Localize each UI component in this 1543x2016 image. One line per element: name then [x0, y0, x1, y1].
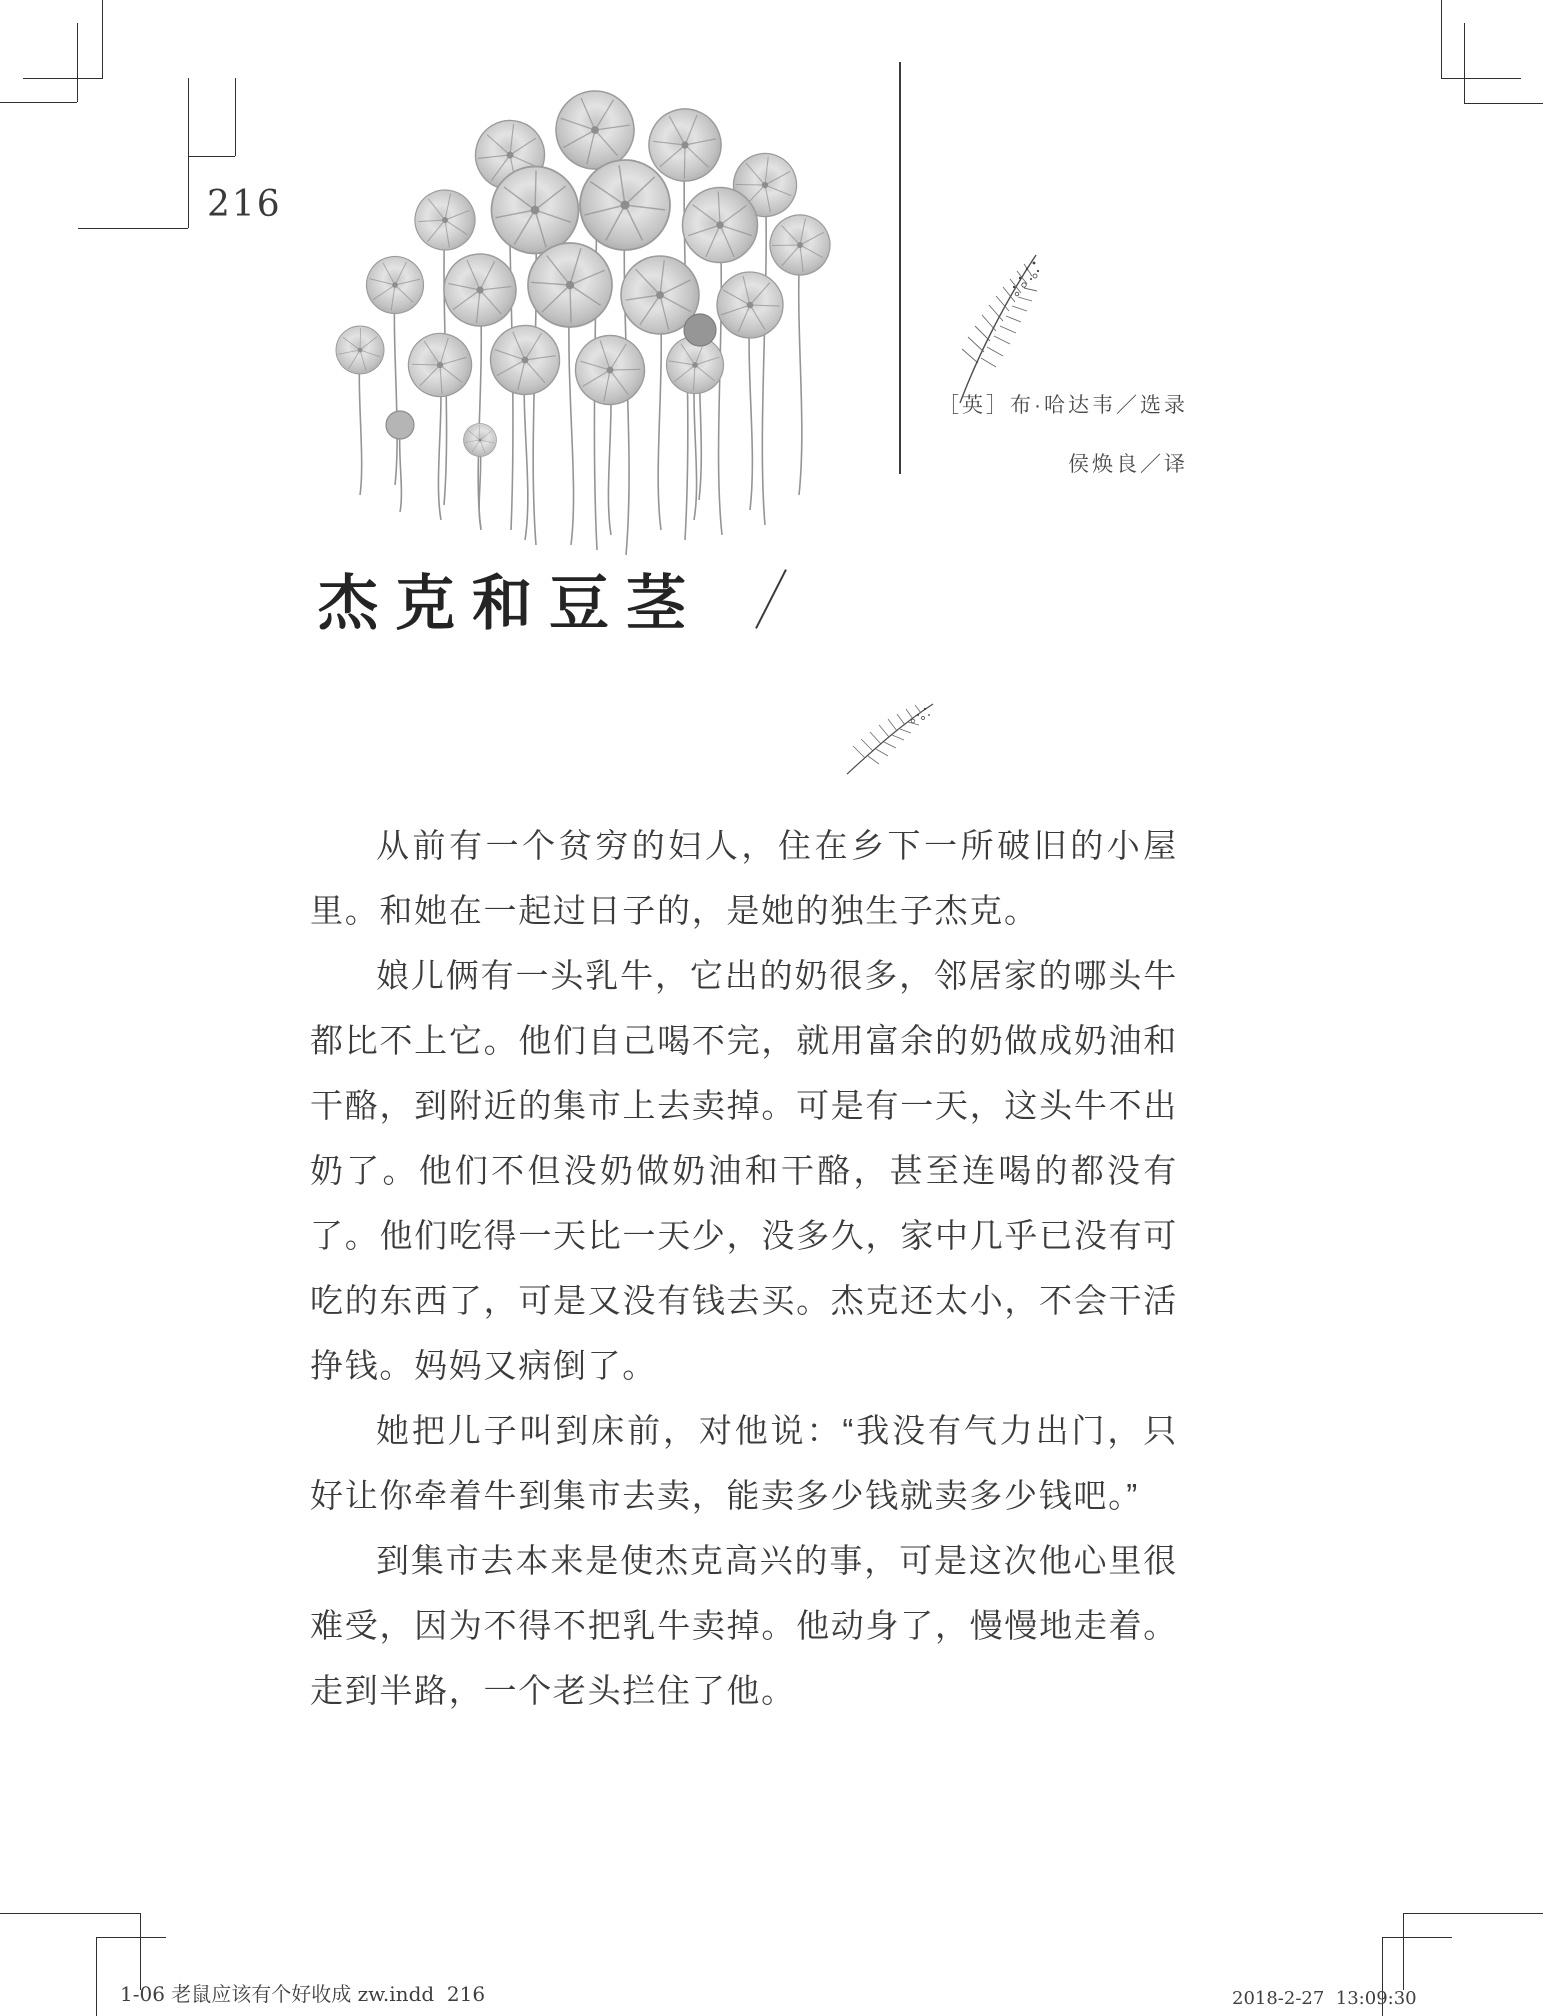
crop-mark	[0, 1913, 140, 1914]
article-title: 杰克和豆茎	[318, 570, 703, 637]
pencil-flower-cluster-illustration	[295, 80, 895, 570]
story-body	[310, 813, 1178, 1723]
page-number-bracket	[78, 228, 188, 229]
crop-mark	[0, 102, 77, 103]
crop-mark	[96, 1937, 166, 1938]
author-credit-translator: 侯焕良／译	[1068, 453, 1188, 476]
crop-mark	[1464, 23, 1465, 103]
crop-mark	[1382, 1937, 1452, 1938]
story-paragraph: 娘儿俩有一头乳牛，它出的奶很多，邻居家的哪头牛都比不上它。他们自己喝不完，就用富余的奶做成奶油和干酪，到附近的集市上去卖掉。可是有一天，这头牛不出奶了。他们不但没奶做奶油和干酪，甚至连喝的都没有了。他们吃得一天比一天少，没多久，家中几乎已没有可吃的东西了，可是又没有钱去买。杰克还太小，不会干活挣钱。妈妈又病倒了。	[310, 957, 1178, 1384]
story-paragraph: 她把儿子叫到床前，对他说：“我没有气力出门，只好让你牵着牛到集市去卖，能卖多少钱就卖多少钱吧。”	[310, 1412, 1178, 1514]
crop-mark	[102, 0, 103, 78]
footer-timestamp: 2018-2-27 13:09:30	[1232, 1988, 1417, 2009]
feather-icon	[843, 696, 938, 781]
crop-mark	[1403, 1913, 1543, 1914]
author-credit-selector: ［英］布·哈达韦／选录	[938, 394, 1188, 417]
footer-file-info: 1-06 老鼠应该有个好收成 zw.indd 216	[120, 1982, 486, 2006]
page-number-bracket	[235, 78, 236, 156]
story-paragraph: 到集市去本来是使杰克高兴的事，可是这次他心里很难受，因为不得不把乳牛卖掉。他动身了，慢慢地走着。走到半路，一个老头拦住了他。	[310, 1542, 1178, 1709]
feather-icon	[948, 245, 1048, 410]
crop-mark	[1403, 1913, 1404, 1990]
page-number-bracket	[188, 156, 235, 157]
title-slash-mark	[755, 569, 787, 629]
page-number: 216	[207, 184, 282, 225]
crop-mark	[23, 78, 103, 79]
story-paragraph: 从前有一个贫穷的妇人，住在乡下一所破旧的小屋里。和她在一起过日子的，是她的独生子杰克。	[310, 827, 1178, 929]
crop-mark	[1441, 0, 1442, 78]
crop-mark	[1441, 78, 1521, 79]
crop-mark	[77, 23, 78, 102]
crop-mark	[1464, 103, 1543, 104]
crop-mark	[96, 1937, 97, 2016]
page-number-bracket	[188, 78, 189, 228]
